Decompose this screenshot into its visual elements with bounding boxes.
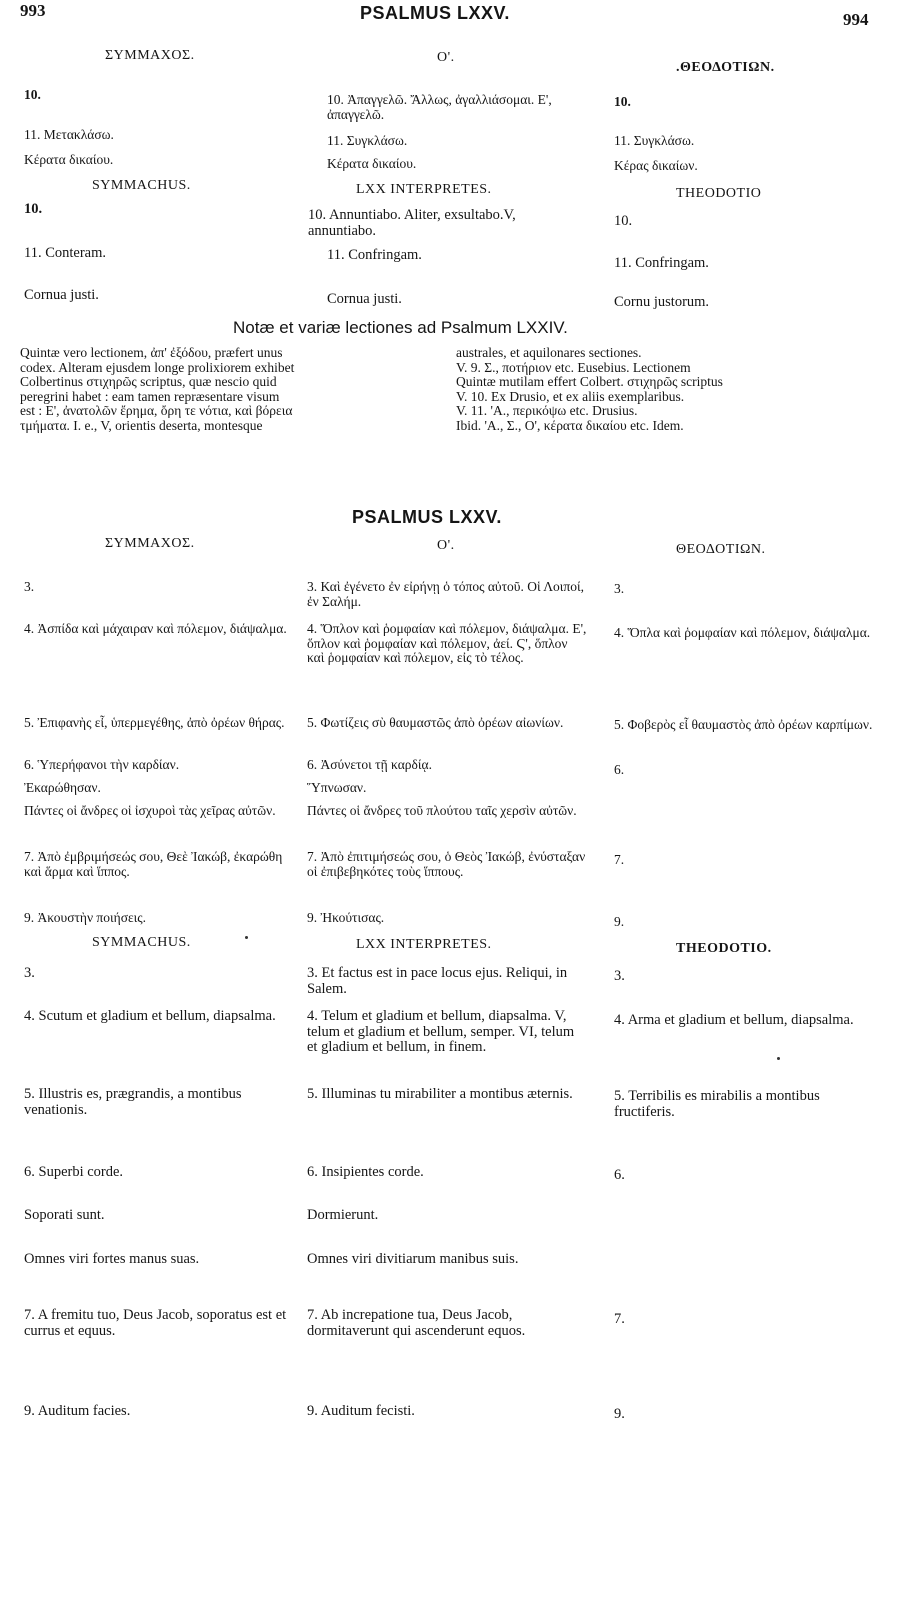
ps-sym-gr-3: 3. bbox=[24, 579, 35, 594]
ps-theo-gr-7: 7. bbox=[614, 852, 625, 867]
psalm-header-lxx-greek: O'. bbox=[437, 538, 455, 553]
verse-10-lxx-gr: 10. Ἀπαγγελῶ. Ἄλλως, ἀγαλλιάσομαι. Ε', ἀπαγγελῶ. bbox=[327, 92, 552, 122]
ps-sym-gr-5: 5. Ἐπιφανὴς εἶ, ὑπερμεγέθης, ἀπὸ ὀρέων θήρας. bbox=[24, 715, 285, 730]
ps-theo-gr-4: 4. Ὅπλα καὶ ῥομφαίαν καὶ πόλεμον, διάψαλμα. bbox=[614, 625, 871, 640]
ps-theo-gr-5: 5. Φοβερὸς εἶ θαυμαστὸς ἀπὸ ὀρέων καρπίμων. bbox=[614, 717, 873, 732]
ps-sym-lat-7: 7. A fremitu tuo, Deus Jacob, soporatus est et currus et equus. bbox=[24, 1307, 287, 1339]
verse-10-theo-gr: 10. bbox=[614, 94, 631, 109]
verse-11-lxx-gr: 11. Συγκλάσω. bbox=[327, 133, 408, 148]
ps-lxx-lat-7: 7. Ab increpatione tua, Deus Jacob, dormitaverunt qui ascenderunt equos. bbox=[307, 1307, 526, 1339]
ps-sym-lat-6c: Omnes viri fortes manus suas. bbox=[24, 1251, 200, 1267]
ps-lxx-gr-7: 7. Ἀπὸ ἐπιτιμήσεώς σου, ὁ Θεὸς Ἰακώβ, ἐνύσταξαν οἱ ἐπιβεβηκότες τοὺς ἵππους. bbox=[307, 849, 586, 879]
verse-11b-lxx-gr: Κέρατα δικαίου. bbox=[327, 156, 417, 171]
header-theodotion-greek: .ΘΕΟΔΟΤΙΩΝ. bbox=[676, 60, 775, 75]
verse-11-theo-lat: 11. Confringam. bbox=[614, 255, 709, 271]
ps-theo-gr-9: 9. bbox=[614, 914, 625, 929]
notes-left-column: Quintæ vero lectionem, ἀπ' ἐξόδου, præfert unus codex. Alteram ejusdem longe prolixiorem exhibet Colbertinus στιχηρῶς scriptus, quæ nescio quid peregrini habet : eam tamen repræsentare visum est : Ε', ἀνατολῶν ἔρημα, ὄρη τε νότια, καὶ βόρεια τμήματα. I. e., V, orientis deserta, montesque bbox=[20, 345, 295, 433]
ps-sym-lat-6: 6. Superbi corde. bbox=[24, 1164, 124, 1180]
print-speck bbox=[777, 1057, 780, 1060]
ps-lxx-lat-9: 9. Auditum fecisti. bbox=[307, 1403, 415, 1419]
ps-lxx-gr-6c: Πάντες οἱ ἄνδρες τοῦ πλούτου ταῖς χερσὶν αὐτῶν. bbox=[307, 803, 577, 818]
ps-sym-lat-5: 5. Illustris es, prægrandis, a montibus venationis. bbox=[24, 1086, 242, 1118]
psalm-header-theodotion-greek: ΘΕΟΔΟΤΙΩΝ. bbox=[676, 542, 766, 557]
ps-lxx-gr-9: 9. Ἠκούτισας. bbox=[307, 910, 385, 925]
ps-sym-gr-6: 6. Ὑπερήφανοι τὴν καρδίαν. bbox=[24, 757, 180, 772]
ps-lxx-gr-6b: Ὕπνωσαν. bbox=[307, 780, 367, 795]
verse-10-sym-lat: 10. bbox=[24, 201, 43, 217]
header-symmachus-greek: ΣΥΜΜΑΧΟΣ. bbox=[105, 48, 195, 63]
ps-theo-lat-4: 4. Arma et gladium et bellum, diapsalma. bbox=[614, 1012, 854, 1028]
ps-lxx-lat-6b: Dormierunt. bbox=[307, 1207, 379, 1223]
ps-lxx-gr-6: 6. Ἀσύνετοι τῇ καρδίᾳ. bbox=[307, 757, 432, 772]
verse-10-theo-lat: 10. bbox=[614, 213, 633, 229]
ps-lxx-lat-4: 4. Telum et gladium et bellum, diapsalma. V, telum et gladium et bellum, semper. VI, telum et gladium et bellum, in finem. bbox=[307, 1008, 575, 1055]
ps-theo-gr-3: 3. bbox=[614, 581, 625, 596]
ps-sym-gr-6b: Ἐκαρώθησαν. bbox=[24, 780, 101, 795]
psalm-title: PSALMUS LXXV. bbox=[352, 507, 502, 527]
verse-11b-sym-lat: Cornua justi. bbox=[24, 287, 99, 303]
verse-11-lxx-lat: 11. Confringam. bbox=[327, 247, 422, 263]
ps-lxx-lat-5: 5. Illuminas tu mirabiliter a montibus æternis. bbox=[307, 1086, 573, 1102]
psalm-header-lxx-latin: LXX INTERPRETES. bbox=[356, 937, 492, 952]
header-lxx-greek: O'. bbox=[437, 50, 455, 65]
header-lxx-latin: LXX INTERPRETES. bbox=[356, 182, 492, 197]
verse-11b-sym-gr: Κέρατα δικαίου. bbox=[24, 152, 114, 167]
header-symmachus-latin: SYMMACHUS. bbox=[92, 178, 191, 193]
ps-lxx-gr-3: 3. Καὶ ἐγένετο ἐν εἰρήνῃ ὁ τόπος αὐτοῦ. Οἱ Λοιποί, ἐν Σαλήμ. bbox=[307, 579, 584, 609]
psalm-header-symmachus-greek: ΣΥΜΜΑΧΟΣ. bbox=[105, 536, 195, 551]
ps-theo-lat-6: 6. bbox=[614, 1167, 625, 1183]
verse-11b-lxx-lat: Cornua justi. bbox=[327, 291, 402, 307]
page-number-right: 994 bbox=[843, 10, 869, 29]
verse-10-sym-gr: 10. bbox=[24, 87, 41, 102]
ps-sym-lat-6b: Soporati sunt. bbox=[24, 1207, 105, 1223]
print-speck bbox=[245, 936, 248, 939]
verse-11-theo-gr: 11. Συγκλάσω. bbox=[614, 133, 695, 148]
ps-sym-gr-7: 7. Ἀπὸ ἐμβριμήσεώς σου, Θεὲ Ἰακώβ, ἐκαρώθη καὶ ἅρμα καὶ ἵππος. bbox=[24, 849, 283, 879]
ps-theo-gr-6: 6. bbox=[614, 762, 625, 777]
verse-11-sym-gr: 11. Μετακλάσω. bbox=[24, 127, 114, 142]
ps-sym-lat-9: 9. Auditum facies. bbox=[24, 1403, 131, 1419]
running-title: PSALMUS LXXV. bbox=[360, 3, 510, 23]
verse-11-sym-lat: 11. Conteram. bbox=[24, 245, 107, 261]
page-number-left: 993 bbox=[20, 1, 46, 20]
ps-sym-lat-4: 4. Scutum et gladium et bellum, diapsalma. bbox=[24, 1008, 276, 1024]
ps-theo-lat-3: 3. bbox=[614, 968, 625, 984]
ps-lxx-lat-6: 6. Insipientes corde. bbox=[307, 1164, 424, 1180]
ps-lxx-lat-6c: Omnes viri divitiarum manibus suis. bbox=[307, 1251, 519, 1267]
notes-right-column: australes, et aquilonares sectiones. V. 9. Σ., ποτήριον etc. Eusebius. Lectionem Quintæ mutilam effert Colbert. στιχηρῶς scriptus V. 10. Ex Drusio, et ex aliis exemplaribus. V. 11. 'Α., περικόψω etc. Drusius. Ibid. 'Α., Σ., Ο', κέρατα δικαίου etc. Idem. bbox=[456, 345, 723, 433]
ps-theo-lat-7: 7. bbox=[614, 1311, 625, 1327]
verse-11b-theo-gr: Κέρας δικαίων. bbox=[614, 158, 698, 173]
ps-lxx-gr-5: 5. Φωτίζεις σὺ θαυμαστῶς ἀπὸ ὀρέων αἰωνίων. bbox=[307, 715, 564, 730]
notes-title: Notæ et variæ lectiones ad Psalmum LXXIV. bbox=[233, 318, 568, 337]
ps-sym-gr-9: 9. Ἀκουστὴν ποιήσεις. bbox=[24, 910, 146, 925]
ps-sym-gr-4: 4. Ἀσπίδα καὶ μάχαιραν καὶ πόλεμον, διάψαλμα. bbox=[24, 621, 287, 636]
ps-theo-lat-9: 9. bbox=[614, 1406, 625, 1422]
ps-sym-lat-3: 3. bbox=[24, 965, 35, 981]
psalm-header-symmachus-latin: SYMMACHUS. bbox=[92, 935, 191, 950]
verse-10-lxx-lat: 10. Annuntiabo. Aliter, exsultabo.V, annuntiabo. bbox=[308, 207, 516, 239]
header-theodotio-latin: THEODOTIO bbox=[676, 186, 762, 201]
verse-11b-theo-lat: Cornu justorum. bbox=[614, 294, 710, 310]
ps-sym-gr-6c: Πάντες οἱ ἄνδρες οἱ ἰσχυροὶ τὰς χεῖρας αὐτῶν. bbox=[24, 803, 276, 818]
ps-lxx-lat-3: 3. Et factus est in pace locus ejus. Reliqui, in Salem. bbox=[307, 965, 568, 997]
psalm-header-theodotio-latin: THEODOTIO. bbox=[676, 941, 772, 956]
ps-theo-lat-5: 5. Terribilis es mirabilis a montibus fructiferis. bbox=[614, 1088, 820, 1120]
ps-lxx-gr-4: 4. Ὅπλον καὶ ῥομφαίαν καὶ πόλεμον, διάψαλμα. Ε', ὅπλον καὶ ῥομφαίαν καὶ πόλεμον, ἀεί. Ϛ', ὅπλον καὶ ῥομφαίαν καὶ πόλεμον, εἰς τὸ τέλος. bbox=[307, 621, 587, 665]
